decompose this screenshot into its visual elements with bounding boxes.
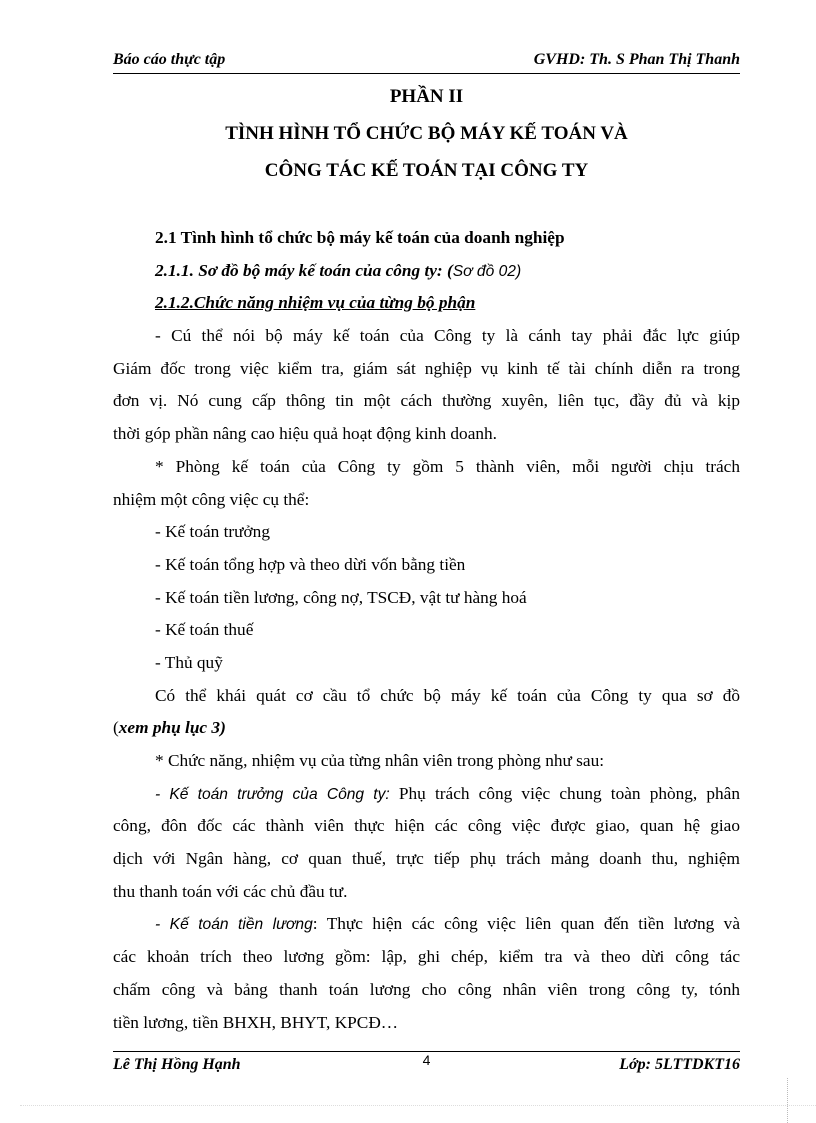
- chief-accountant-text: Phụ trách công việc chung toàn phòng, phân: [389, 783, 740, 803]
- section-heading-2-1: 2.1 Tình hình tổ chức bộ máy kế toán của doanh nghiệp: [155, 228, 565, 247]
- payroll-accountant-label: - Kế toán tiền lương: [155, 916, 313, 934]
- paragraph-3-line: [113, 712, 740, 745]
- staff-list-item: - Kế toán tiền lương, công nợ, TSCĐ, vật tư hàng hoá: [155, 587, 527, 607]
- paragraph-5-line: công, đôn đốc các thành viên thực hiện các công việc được giao, quan hệ giao: [113, 816, 740, 836]
- appendix-reference: xem phụ lục 3): [118, 718, 226, 738]
- margin-guide-line: [787, 1078, 788, 1123]
- header-supervisor: GVHD: Th. S Phan Thị Thanh: [533, 51, 740, 68]
- chapter-title-line-1: TÌNH HÌNH TỔ CHỨC BỘ MÁY KẾ TOÁN VÀ: [225, 123, 628, 144]
- paragraph-2-line: nhiệm một công việc cụ thể:: [113, 489, 310, 509]
- header-divider: [113, 73, 740, 74]
- part-title: PHẦN II: [389, 86, 464, 107]
- footer-author: Lê Thị Hồng Hạnh: [113, 1056, 241, 1073]
- section-heading-2-1-1: [113, 255, 740, 288]
- page-header: [113, 51, 740, 71]
- paragraph-4-line: * Chức năng, nhiệm vụ của từng nhân viên trong phòng như sau:: [155, 751, 605, 770]
- appendix-reference-open: (: [113, 718, 119, 738]
- paragraph-5-line: thu thanh toán với các chủ đầu tư.: [113, 881, 348, 901]
- page-edge-dotted-line: [20, 1105, 816, 1106]
- paragraph-6-line: các khoản trích theo lương gồm: lập, ghi chép, kiểm tra và theo dừi công tác: [113, 947, 740, 967]
- paragraph-2-line: * Phòng kế toán của Công ty gồm 5 thành viên, mỗi người chịu trách: [155, 456, 740, 476]
- footer-class: Lớp: 5LTTDKT16: [619, 1056, 740, 1073]
- section-heading-2-1-2: 2.1.2.Chức năng nhiệm vụ của từng bộ phận: [155, 293, 476, 313]
- page-footer: [113, 1052, 740, 1078]
- paragraph-1-line: - Cú thể nói bộ máy kế toán của Công ty là cánh tay phải đắc lực giúp: [155, 326, 740, 346]
- header-report-title: Báo cáo thực tập: [113, 51, 226, 68]
- paragraph-1-line: Giám đốc trong việc kiểm tra, giám sát nghiệp vụ kinh tế tài chính diễn ra trong: [113, 358, 740, 378]
- paragraph-3-line: Có thể khái quát cơ cầu tổ chức bộ máy kế toán của Công ty qua sơ đồ: [155, 685, 740, 705]
- staff-list-item: - Kế toán thuế: [155, 620, 254, 640]
- part-titles: [113, 78, 740, 189]
- staff-list-item: - Thủ quỹ: [155, 652, 223, 672]
- staff-list-item: - Kế toán tổng hợp và theo dừi vốn bằng tiền: [155, 554, 466, 574]
- page-number: 4: [422, 1052, 431, 1068]
- staff-list-item: - Kế toán trưởng: [155, 522, 270, 542]
- chief-accountant-label: - Kế toán trưởng của Công ty:: [155, 785, 390, 803]
- document-body: [113, 222, 740, 1039]
- chapter-title-line-2: CÔNG TÁC KẾ TOÁN TẠI CÔNG TY: [264, 160, 589, 181]
- paragraph-1-line: đơn vị. Nó cung cấp thông tin một cách thường xuyên, liên tục, đầy đủ và kịp: [113, 391, 740, 411]
- paragraph-5-line: [113, 778, 740, 811]
- paragraph-5-line: dịch với Ngân hàng, cơ quan thuế, trực tiếp phụ trách mảng doanh thu, nghiệm: [113, 849, 740, 869]
- diagram-reference: Sơ đồ 02): [452, 262, 522, 280]
- paragraph-6-line: chấm công và bảng thanh toán lương cho công nhân viên trong công ty, tónh: [113, 979, 740, 999]
- paragraph-6-line: tiền lương, tiền BHXH, BHYT, KPCĐ…: [113, 1012, 399, 1032]
- paragraph-6-line: [113, 908, 740, 941]
- payroll-accountant-text: : Thực hiện các công việc liên quan đến tiền lương và: [312, 914, 740, 934]
- paragraph-1-line: thời góp phần nâng cao hiệu quả hoạt động kinh doanh.: [113, 424, 497, 444]
- section-heading-2-1-1-label: 2.1.1. Sơ đồ bộ máy kế toán của công ty: (: [155, 260, 453, 280]
